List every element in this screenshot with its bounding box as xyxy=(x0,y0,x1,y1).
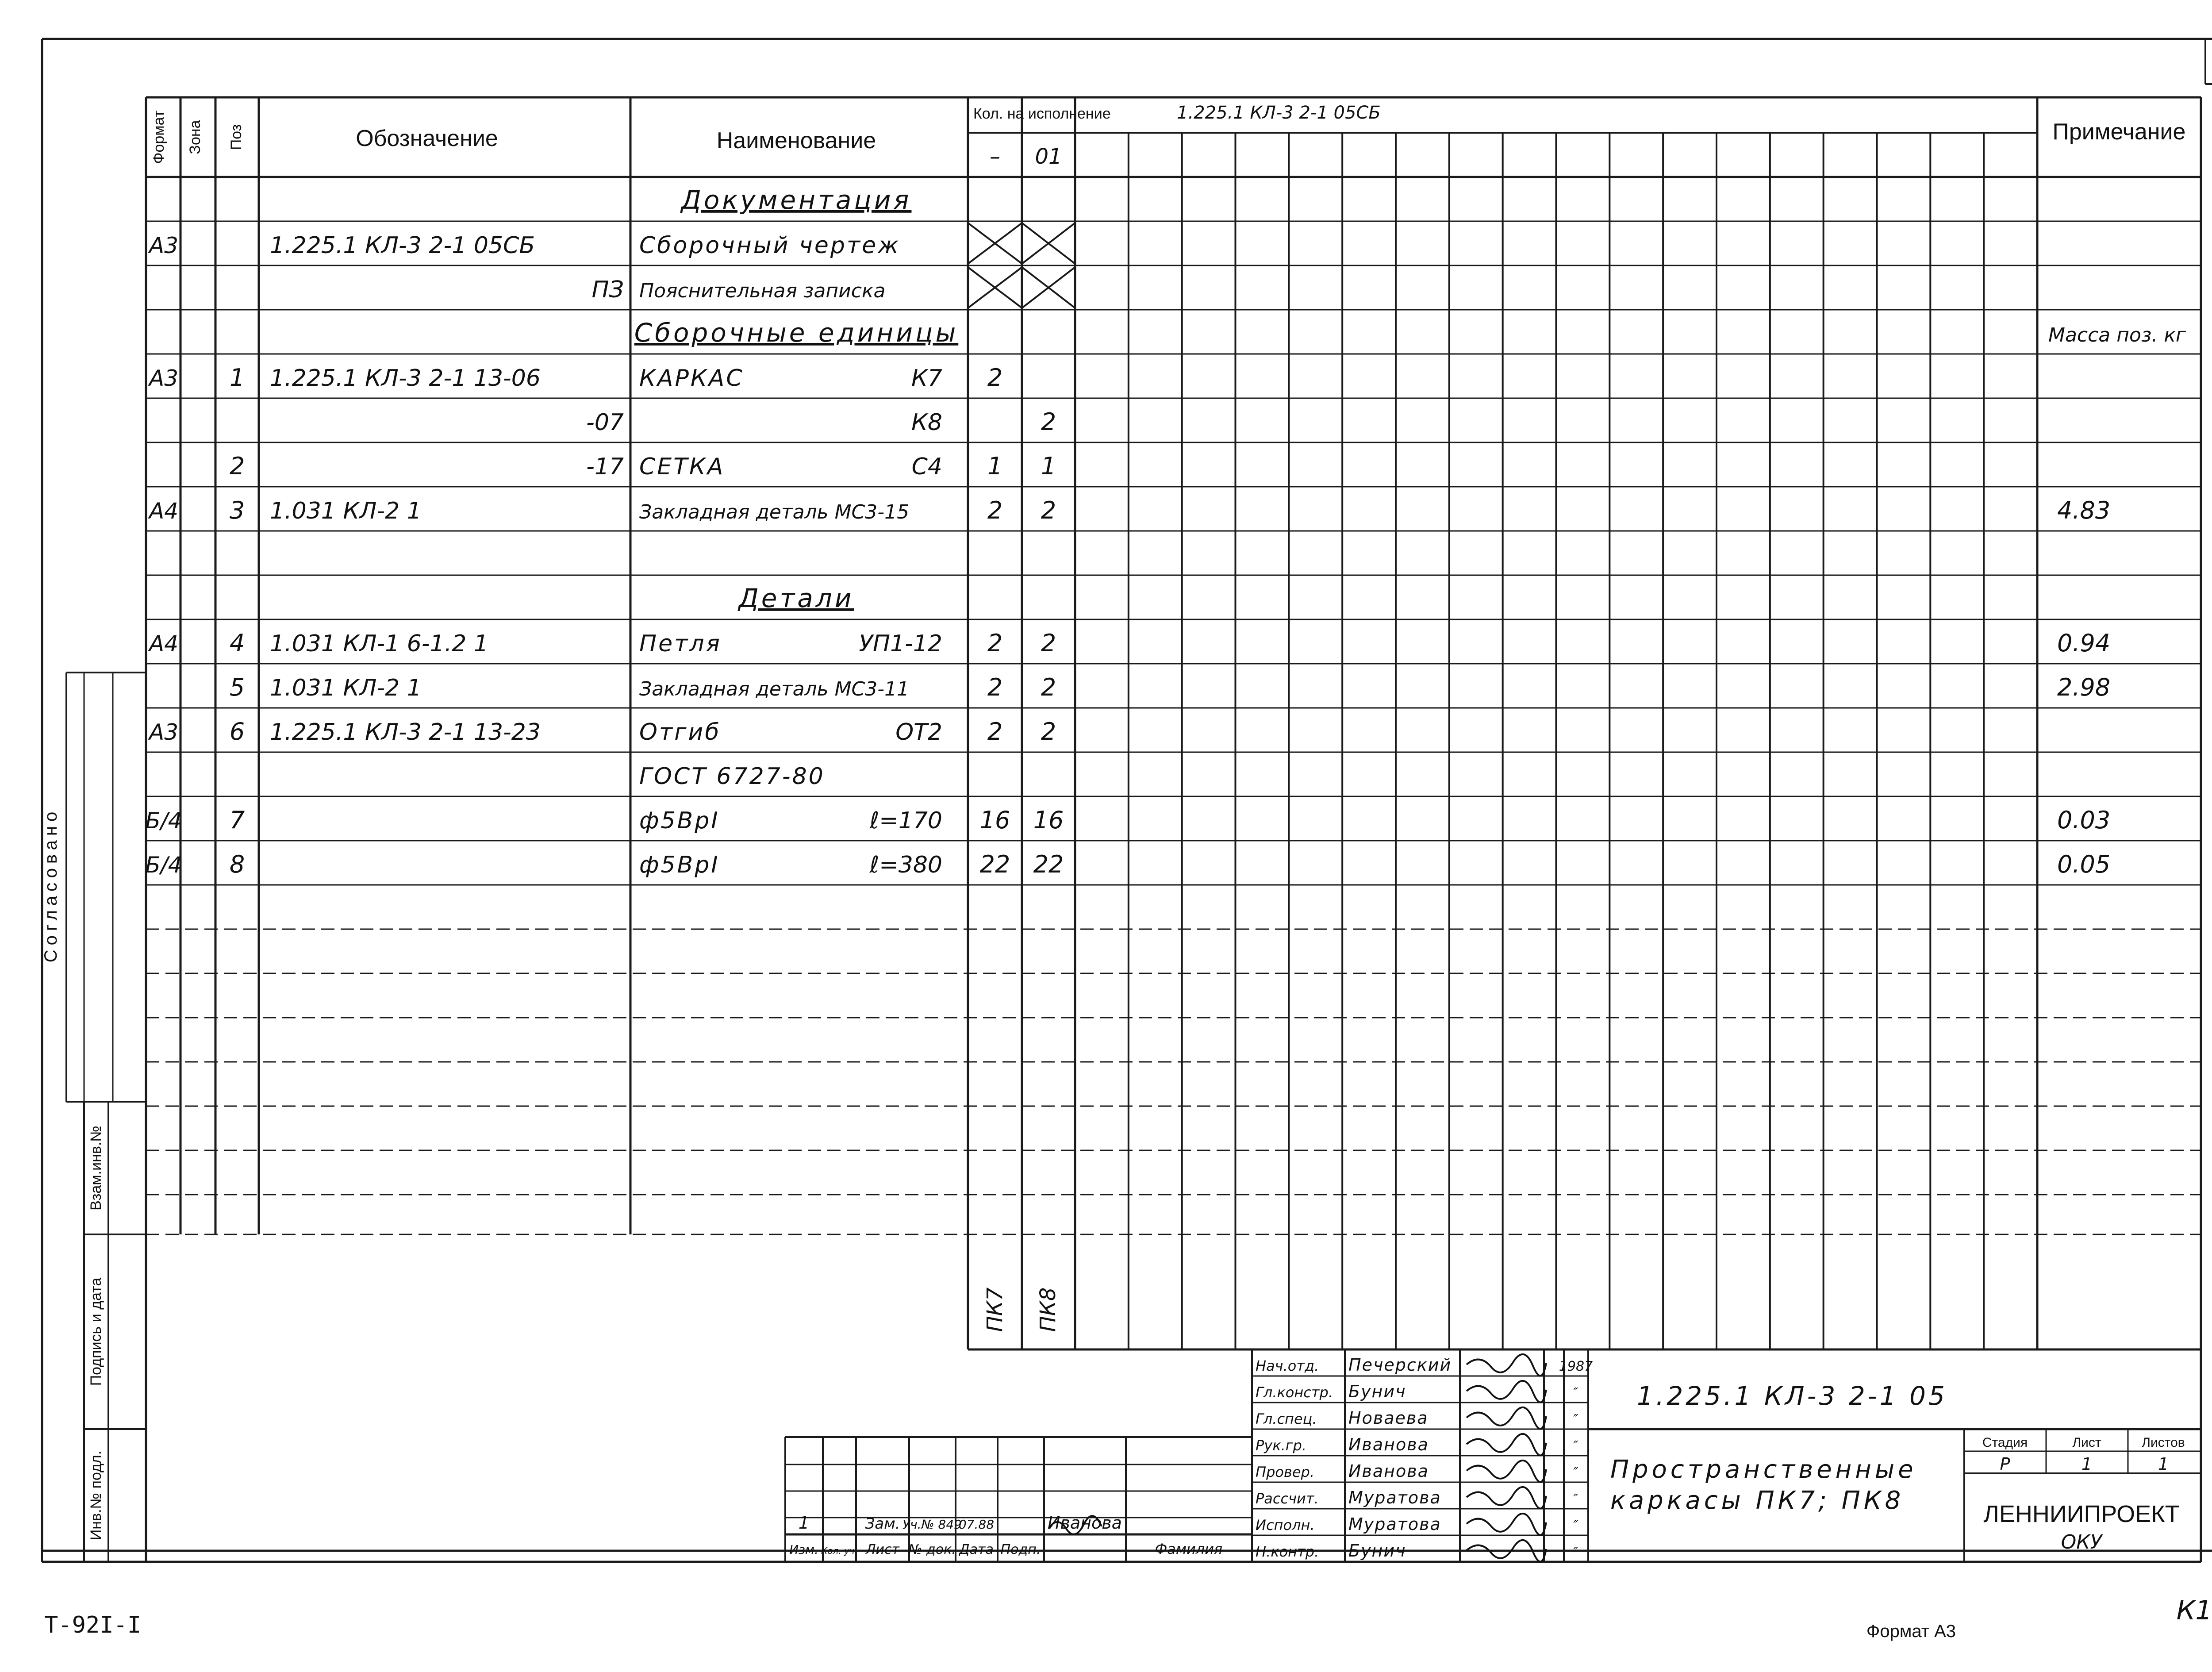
row-format: А4 xyxy=(149,498,179,524)
rev-header-sign: Подп. xyxy=(1000,1542,1041,1557)
signature-name: Муратова xyxy=(1348,1514,1441,1534)
row-note: Масса поз. кг xyxy=(2048,324,2186,346)
side-inv-orig: Инв.№ подл. xyxy=(88,1450,104,1541)
header-qty-document: 1.225.1 КЛ-3 2-1 05СБ xyxy=(1177,103,1381,123)
signature-date: ″ xyxy=(1573,1412,1578,1427)
row-qty-2: 22 xyxy=(1033,850,1064,878)
row-designation: 1.031 КЛ-1 6-1.2 1 xyxy=(270,630,488,657)
row-position: 3 xyxy=(229,496,245,524)
row-position: 7 xyxy=(229,806,245,834)
rev-doc: Уч.№ 849 xyxy=(902,1517,962,1532)
row-position: 6 xyxy=(229,718,245,746)
row-qty-1: 16 xyxy=(979,806,1010,834)
section-heading: Детали xyxy=(738,583,854,613)
row-format: А3 xyxy=(149,365,179,391)
row-name: КАРКАС xyxy=(639,365,744,392)
row-name: ГОСТ 6727-80 xyxy=(639,763,825,790)
row-designation: 1.225.1 КЛ-3 2-1 13-06 xyxy=(270,365,541,392)
row-position: 2 xyxy=(229,452,245,480)
handwritten-signature xyxy=(1467,1354,1546,1376)
title-line-2: каркасы ПК7; ПК8 xyxy=(1610,1486,1905,1515)
row-designation: ПЗ xyxy=(591,277,624,303)
handwritten-signature xyxy=(1467,1514,1546,1535)
signature-name: Бунич xyxy=(1348,1382,1406,1401)
rev-list: Зам. xyxy=(865,1515,900,1533)
row-qty-2: 2 xyxy=(1041,408,1056,436)
sheet-code: Т-92I-I xyxy=(44,1612,142,1638)
row-qty-1: 2 xyxy=(987,364,1003,392)
header-zone: Зона xyxy=(187,120,204,154)
row-qty-1: 2 xyxy=(987,496,1003,524)
row-position: 8 xyxy=(229,850,245,878)
sheets-value: 1 xyxy=(2158,1454,2169,1474)
row-format: А3 xyxy=(149,233,179,258)
signature-date: ″ xyxy=(1573,1438,1578,1454)
handwritten-signature xyxy=(1467,1407,1546,1429)
grid-lines xyxy=(42,39,2212,1562)
signature-name: Бунич xyxy=(1348,1541,1406,1561)
doc-code: 1.225.1 КЛ-3 2-1 05 xyxy=(1637,1381,1947,1411)
rev-header-list: Лист xyxy=(865,1542,900,1557)
row-name-suffix: С4 xyxy=(911,454,942,480)
row-qty-2: 2 xyxy=(1041,629,1056,657)
rev-header-izm: Изм. xyxy=(789,1542,818,1557)
signature-date: ″ xyxy=(1573,1491,1578,1507)
row-qty-1: 2 xyxy=(987,673,1003,701)
rev-date: 07.88 xyxy=(958,1517,995,1532)
row-format: Б/4 xyxy=(145,808,182,834)
rev-surname: Иванова xyxy=(1048,1513,1122,1533)
row-name-suffix: ОТ2 xyxy=(895,719,942,746)
row-qty-2: 16 xyxy=(1033,806,1064,834)
header-qty-label: Кол. на исполнение xyxy=(973,105,1111,122)
row-qty-2: 2 xyxy=(1041,718,1056,746)
sheet-label: Лист xyxy=(2072,1435,2101,1450)
row-qty-2: 2 xyxy=(1041,496,1056,524)
section-heading: Документация xyxy=(681,185,912,215)
row-qty-2: 2 xyxy=(1041,673,1056,701)
row-note: 4.83 xyxy=(2057,496,2111,524)
signature-role: Нач.отд. xyxy=(1256,1357,1319,1374)
row-note: 0.05 xyxy=(2057,850,2111,878)
corner-mark: К1 xyxy=(2176,1595,2212,1626)
signature-role: Рук.гр. xyxy=(1256,1437,1307,1454)
row-qty-1: 2 xyxy=(987,718,1003,746)
signature-name: Муратова xyxy=(1348,1488,1441,1507)
row-name-suffix: К7 xyxy=(911,365,942,392)
sheets-label: Листов xyxy=(2142,1435,2185,1450)
signature-date: ″ xyxy=(1573,1465,1578,1480)
signature-role: Исполн. xyxy=(1256,1517,1315,1534)
row-format: Б/4 xyxy=(145,852,182,878)
signature-role: Н.контр. xyxy=(1256,1543,1319,1560)
format-label: Формат А3 xyxy=(1866,1622,1956,1641)
row-designation: 1.225.1 КЛ-3 2-1 05СБ xyxy=(270,232,535,259)
stage-label: Стадия xyxy=(1982,1435,2028,1450)
signature-date: 1987 xyxy=(1559,1359,1593,1374)
handwritten-signature xyxy=(1467,1487,1546,1509)
header-format: Формат xyxy=(150,110,167,164)
signature-role: Гл.констр. xyxy=(1256,1384,1333,1401)
row-note: 0.03 xyxy=(2057,806,2111,834)
row-format: А3 xyxy=(149,719,179,745)
signature-role: Гл.спец. xyxy=(1256,1411,1317,1427)
stage-value: Р xyxy=(2000,1454,2010,1474)
side-agreed: Согласовано xyxy=(41,807,61,963)
row-note: 2.98 xyxy=(2057,673,2111,701)
rev-header-kol: Кол. уч. xyxy=(821,1545,857,1556)
row-position: 1 xyxy=(229,364,245,392)
row-qty-1: 22 xyxy=(979,850,1010,878)
signature-name: Иванова xyxy=(1348,1461,1429,1481)
row-name: ф5ВрI xyxy=(639,807,720,834)
row-designation: 1.031 КЛ-2 1 xyxy=(270,675,422,701)
sheet-value: 1 xyxy=(2081,1454,2093,1474)
row-qty-1: 1 xyxy=(987,452,1003,480)
variant-label-pk8: ПК8 xyxy=(1036,1287,1060,1332)
row-name: Закладная деталь МС3-15 xyxy=(639,501,910,523)
row-name: Отгиб xyxy=(639,719,721,746)
handwritten-signature xyxy=(1467,1461,1546,1482)
org-name: ЛЕННИИПРОЕКТ xyxy=(1983,1501,2180,1527)
row-qty-2: 1 xyxy=(1041,452,1056,480)
row-name: Закладная деталь МС3-11 xyxy=(639,678,910,700)
row-name: ф5ВрI xyxy=(639,852,720,878)
row-name: СЕТКА xyxy=(639,454,725,480)
row-qty-1: 2 xyxy=(987,629,1003,657)
rev-header-doc: № док. xyxy=(908,1542,956,1557)
row-name-suffix: ℓ=170 xyxy=(869,807,942,834)
variant-01: 01 xyxy=(1035,144,1062,169)
org-sub: ОКУ xyxy=(2061,1531,2102,1553)
row-designation: -17 xyxy=(586,454,624,480)
row-name-suffix: К8 xyxy=(911,409,942,436)
title-line-1: Пространственные xyxy=(1610,1455,1917,1484)
header-name: Наименование xyxy=(716,128,876,154)
row-name: Пояснительная записка xyxy=(639,280,886,302)
variant-label-pk7: ПК7 xyxy=(983,1287,1007,1332)
rev-izm: 1 xyxy=(798,1513,810,1533)
header-pos: Поз xyxy=(228,124,245,150)
side-swap-inv: Взам.инв.№ xyxy=(88,1126,104,1211)
row-format: А4 xyxy=(149,631,179,657)
row-designation: 1.031 КЛ-2 1 xyxy=(270,498,422,524)
header-note: Примечание xyxy=(2052,119,2186,145)
sheet-text xyxy=(41,51,2212,1641)
signature-role: Рассчит. xyxy=(1256,1490,1319,1507)
handwritten-signature xyxy=(1467,1381,1546,1403)
row-position: 5 xyxy=(229,673,245,701)
signature-name: Печерский xyxy=(1348,1355,1452,1375)
variant-dash: – xyxy=(990,144,1000,169)
signature-role: Провер. xyxy=(1256,1464,1314,1480)
signature-name: Новаева xyxy=(1348,1408,1429,1428)
signature-date: ″ xyxy=(1573,1545,1578,1560)
row-designation: 1.225.1 КЛ-3 2-1 13-23 xyxy=(270,719,541,746)
row-name: Петля xyxy=(639,630,722,657)
signature-date: ″ xyxy=(1573,1518,1578,1534)
row-position: 4 xyxy=(229,629,245,657)
side-sign-date: Подпись и дата xyxy=(88,1277,104,1386)
rev-header-surname: Фамилия xyxy=(1155,1541,1223,1557)
row-name-suffix: ℓ=380 xyxy=(869,852,942,878)
signature-date: ″ xyxy=(1573,1385,1578,1401)
row-name-suffix: УП1-12 xyxy=(859,630,942,657)
row-name: Сборочный чертеж xyxy=(639,232,900,259)
section-heading: Сборочные единицы xyxy=(634,318,959,348)
header-designation: Обозначение xyxy=(356,126,498,151)
row-note: 0.94 xyxy=(2057,629,2111,657)
handwritten-signature xyxy=(1467,1434,1546,1456)
row-designation: -07 xyxy=(586,409,624,436)
rev-header-date: Дата xyxy=(959,1542,994,1557)
signature-name: Иванова xyxy=(1348,1435,1429,1454)
